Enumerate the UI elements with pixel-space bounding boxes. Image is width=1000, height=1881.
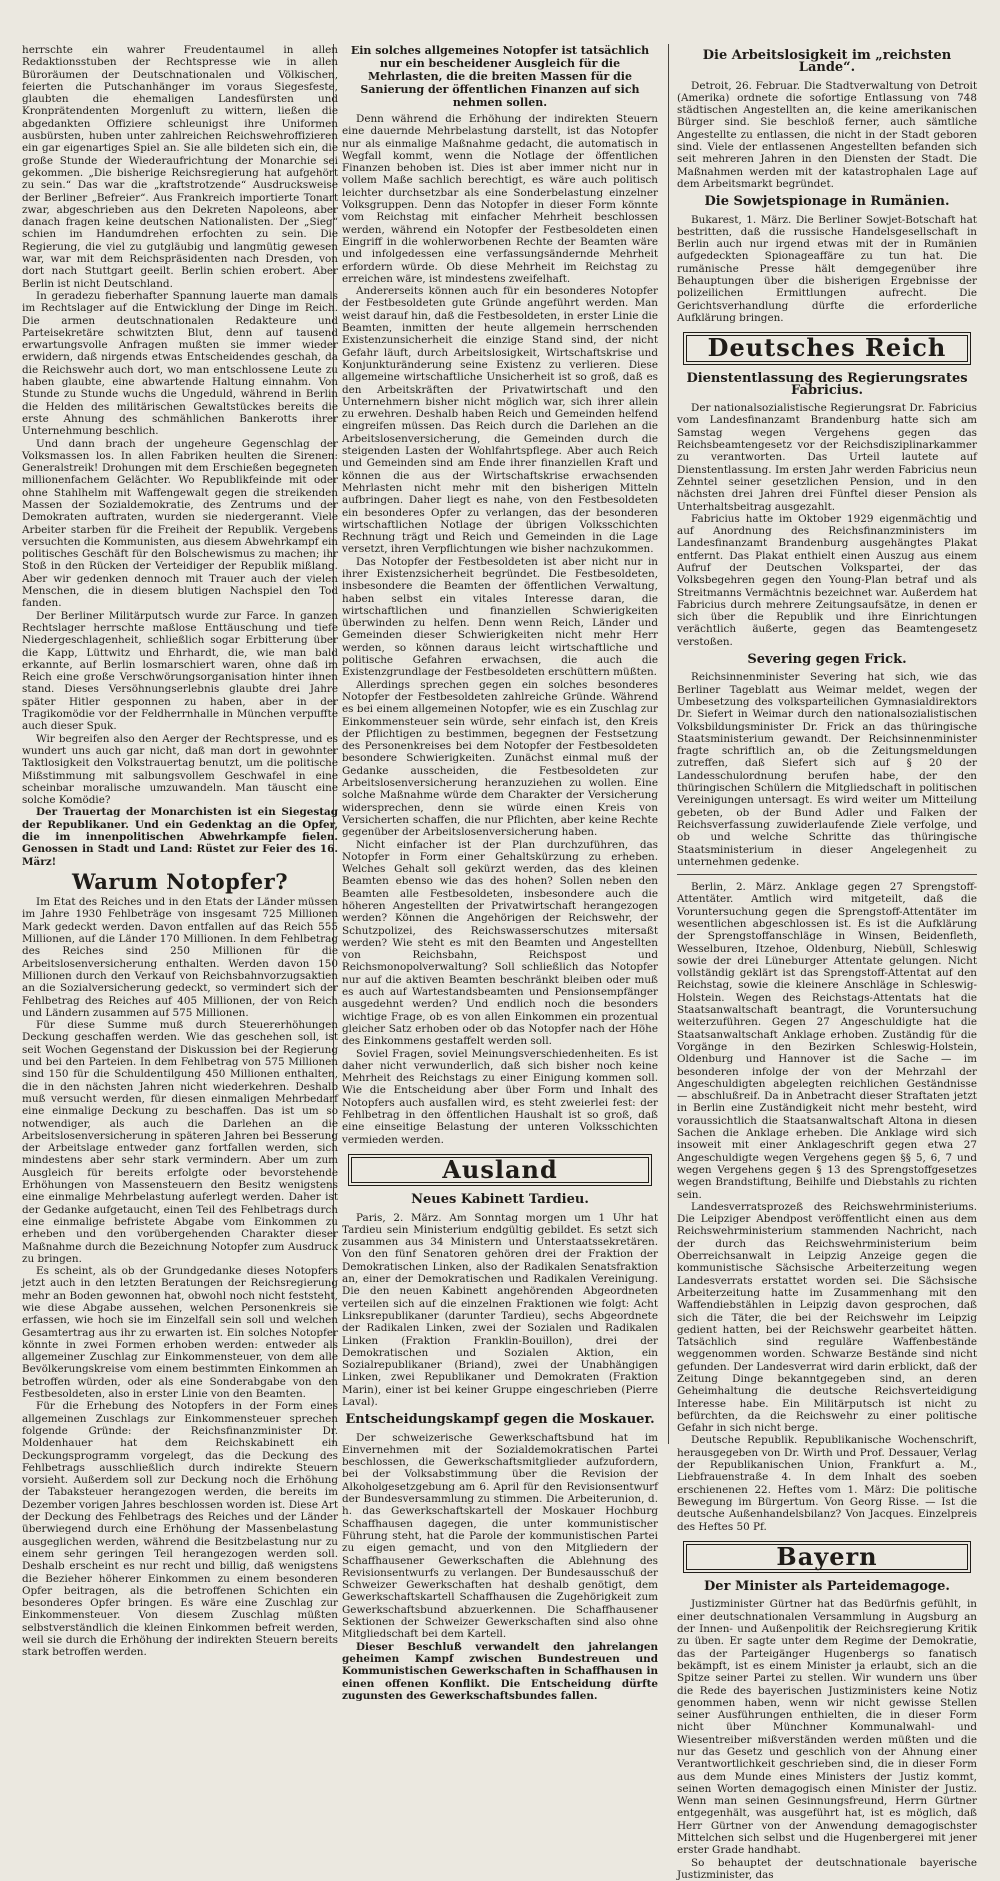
paragraph: Dieser Beschluß verwandelt den jahrelangen geheimen Kampf zwischen Bundestreuen und Kommunistischen Gewerkschaften in Schaffhausen in einen offenen Konflikt. Die Entscheidung dürfte zugunsten des Gewerkschaftsbundes fallen. xyxy=(342,1640,658,1702)
headline-severing: Severing gegen Frick. xyxy=(747,652,907,668)
column-left xyxy=(22,44,338,1659)
paragraph: Landesverratsprozeß des Reichswehrministeriums. Die Leipziger Abendpost veröffentlicht einen aus dem Reichswehrministerium stammenden Nachricht, nach der durch das Reichswehrministerium beim Oberreichsanwalt in Leipzig Anzeige gegen die kommunistische Sächsische Arbeiterzeitung wegen Landesverrats erstattet worden sei. Die Sächsische Arbeiterzeitung hatte im Zusammenhang mit den Waffendiebstählen in Leipzig davon gesprochen, daß sich die Täter, die bei der Reichswehr im Leipzig gedient hatten, bei der Reichswehr gearbeitet hätten. Tatsächlich sind reguläre Waffenbestände weggenommen worden. Schwarze Bestände sind nicht gefunden. Der Landesverrat wird darin erblickt, daß der Zeitung Dinge bekanntgegeben sind, an deren Geheimhaltung die deutsche Reichsverteidigung Interesse habe. Ein Militärputsch ist nicht zu befürchten, da die Reichswehr zu einer politische Gefahr in sich nicht berge. xyxy=(677,1200,977,1435)
paragraph: herrschte ein wahrer Freudentaumel in allen Redaktionsstuben der Rechtspresse wie in allen Büroräumen der Deutschnationalen und Völkischen, feierten die Putschanhänger im voraus Siegesfeste, glaubten die ehemaligen Landesfürsten und Kronprätendenten Morgenluft zu wittern, ließen die abgedankten Offiziere schleunigst ihre Uniformen ausbürsten, huben unter zahlreichen Reichswehroffizieren ein gar eigenartiges Spiel an. Sie alle bildeten sich ein, die große Stunde der Wiederaufrichtung der Monarchie sei gekommen. „Die bisherige Reichsregierung hat aufgehört zu sein.“ Das war die „kraftstrotzende“ Ausdrucksweise der Berliner „Befreier“. Aus Frankreich importierte Tonart zwar, abgeschrieben aus den Dekreten Napoleons, aber danach fragen keine deutschen Nationalisten. Der „Sieg“ schien im Handumdrehen erfochten zu sein. Die Regierung, die viel zu gutgläubig und langmütig gewesen war, war mit dem Reichspräsidenten nach Dresden, von dort nach Stuttgart geeilt. Berlin schien erobert. Aber Berlin ist nicht Deutschland. xyxy=(22,44,338,290)
paragraph: Justizminister Gürtner hat das Bedürfnis gefühlt, in einer deutschnationalen Versammlung in Augsburg an der Innen- und Außenpolitik der Reichsregierung Kritik zu üben. Er sagte unter dem Regime der Demokratie, das der Parteigänger Hugenbergs so fanatisch bekämpft, ist es einem Minister ja erlaubt, sich an die Spitze seiner Partei zu stellen. Wir wundern uns über die Rede des bayerischen Justizministers keine Notiz genommen haben, wenn wir nicht gewisse Stellen seiner Ausführungen enthielten, die in dieser Form nicht über Münchner Kommunalwahl- und Wiesentreiber mißverständen werden müßten und die nur das Gesetz und geschlich von der Ahnung einer Verantwortlichkeit geschrieben sind, die in dieser Form aus dem Munde eines Ministers der Justiz kommt, seinen Worten demagogisch einen Minister der Justiz. Wenn man seinen Gesinnungsfreund, Herrn Gürtner entgegenhält, was ausgeführt hat, ist es möglich, daß Herr Gürtner von der Anwendung demagogischster Mittelchen sich selbst und die Hugenbergerei mit jener erster Grade handhabt. xyxy=(677,1598,977,1857)
paragraph: Und dann brach der ungeheure Gegenschlag der Volksmassen los. In allen Fabriken heulten die Sirenen: Generalstreik! Drohungen mit dem Erschießen begegneten millionenfachem Gelächter. Wo Republikfeinde mit oder ohne Stahlhelm mit Waffengewalt gegen die streikenden Massen der Sozialdemokratie, des Zentrums und der Demokraten auftraten, wurden sie niedergerannt. Viele Arbeiter starben für die Freiheit der Republik. Vergebens versuchten die Kommunisten, aus diesem Abwehrkampf ein politisches Geschäft für den Bolschewismus zu machen; ihr Stoß in den Rücken der Verteidiger der Republik mißlang. Aber wir gedenken dennoch mit Trauer auch der vielen Menschen, die in diesem blutigen Nachspiel den Tod fanden. xyxy=(22,437,338,610)
headline-moskauer: Entscheidungskampf gegen die Moskauer. xyxy=(345,1412,655,1428)
paragraph: Soviel Fragen, soviel Meinungsverschiedenheiten. Es ist daher nicht verwunderlich, daß sich bisher noch keine Mehrheit des Reichstags zu einer Einigung kommen soll. Wie die Entscheidung aber über Form und Inhalt des Notopfers auch ausfallen wird, es steht zweierlei fest: der Fehlbetrag in den öffentlichen Haushalt ist so groß, daß eine einseitige Belastung der unteren Volksschichten vermieden werden. xyxy=(342,1047,658,1146)
column-middle xyxy=(342,44,658,1702)
paragraph: Berlin, 2. März. Anklage gegen 27 Sprengstoff-Attentäter. Amtlich wird mitgeteilt, daß die Voruntersuchung gegen die Sprengstoff-Attentäter im wesentlichen abgeschlossen ist. Es ist die Aufklärung der Sprengstoffanschläge in Winsen, Beidenfleth, Wesselburen, Itzehoe, Oldenburg, Niebüll, Schleswig sowie der drei Lüneburger Attentate gelungen. Nicht vollständig geklärt ist das Sprengstoff-Attentat auf den Reichstag, sowie die kleinere Anschläge in Schleswig-Holstein. Wegen des Reichstags-Attentats hat die Staatsanwaltschaft beantragt, die Voruntersuchung weiterzuführen. Gegen 27 Angeschuldigte hat die Staatsanwaltschaft Anklage erhoben. Zuständig für die Vorgänge in den Bezirken Schleswig-Holstein, Oldenburg und Hannover ist die Sache — im besonderen infolge der von der Mehrzahl der Angeschuldigten abgelegten reichlichen Geständnisse — abschlußreif. Da in Anbetracht dieser Straftaten jetzt in Berlin eine Zuständigkeit nicht mehr besteht, wird voraussichtlich die Staatsanwaltschaft Altona in diesen Sachen die Anklage erheben. Die Anklage wird sich insoweit mit einer Anklageschrift gegen etwa 27 Angeschuldigte wegen Vergehens gegen §§ 5, 6, 7 und wegen Vergehens gegen § 13 des Sprengstoffgesetzes wegen Brandstiftung, Beihilfe und Diebstahls zu richten sein. xyxy=(677,881,977,1201)
headline-arbeitslosigkeit: Die Arbeitslosigkeit im „reichsten Lande“. xyxy=(702,48,952,76)
paragraph: Nicht einfacher ist der Plan durchzuführen, das Notopfer in Form einer Gehaltskürzung zu erheben. Welches Gehalt soll gekürzt werden, das des kleinen Beamten ebenso wie das des hohen? Sollen neben den Beamten alle Festbesoldeten, insbesondere auch die höheren Angestellten der Privatwirtschaft herangezogen werden? Können die Angehörigen der Reichswehr, der Schutzpolizei, des Reichswasserschutzes mitersaßt werden? Wie steht es mit den Beamten und Angestellten von Reichsbahn, Reichspost und Reichsmonopolverwaltung? Soll schließlich das Notopfer nur auf die aktiven Beamten beschränkt bleiben oder muß es auch auf Wartestandsbeamten und Pensionsempfänger ausgedehnt werden? Und endlich noch die besonders wichtige Frage, ob es von allen Einkommen ein prozentual gleicher Satz erhoben oder ob das Notopfer nach der Höhe des Einkommens gestaffelt werden soll. xyxy=(342,838,658,1048)
headline-fabricius: Dienstentlassung des Regierungsrates Fabricius. xyxy=(686,370,968,398)
paragraph: Das Notopfer der Festbesoldeten ist aber nicht nur in ihrer Existenzsicherheit begründet. Die Festbesoldeten, insbesondere die Beamten der öffentlichen Verwaltung, haben selbst ein vitales Interesse daran, die wirtschaftlichen und finanziellen Schwierigkeiten überwinden zu helfen. Denn wenn Reich, Länder und Gemeinden dieser Schwierigkeiten nicht mehr Herr werden, so können daraus leicht wirtschaftliche und politische Gefahren erwachsen, die auch die Existenzgrundlage der Festbesoldeten erschüttern müßten. xyxy=(342,555,658,679)
paragraph: Der Trauertag der Monarchisten ist ein Siegestag der Republikaner. Und ein Gedenktag an die Opfer, die im innenpolitischen Abwehrkampfe fielen. Genossen in Stadt und Land: Rüstet zur Feier des 16. März! xyxy=(22,806,338,868)
headline-notopfer: Warum Notopfer? xyxy=(71,868,289,894)
paragraph: Der schweizerische Gewerkschaftsbund hat im Einvernehmen mit der Sozialdemokratischen Partei beschlossen, die Gewerkschaftsmitglieder aufzufordern, bei der Volksabstimmung über die Revision der Alkoholgesetzgebung am 6. April für den Revisionsentwurf der Bundesversammlung zu stimmen. Die Arbeiterunion, d. h. das Gewerkschaftskartell der Moskauer Hochburg Schaffhausen dagegen, die unter kommunistischer Führung steht, hat die Parole der kommunistischen Partei zu eigen gemacht, und von den Mitgliedern der Schaffhausener Gewerkschaften die Ablehnung des Revisionsentwurfs zu verlangen. Der Bundesausschuß der Schweizer Gewerkschaften hat deshalb genötigt, dem Gewerkschaftskartell Schaffhausen die Zugehörigkeit zum Gewerkschaftsbund abzuerkennen. Die Schaffhausener Sektionen der Schweizer Gewerkschaften sind also ohne Mitgliedschaft bei dem Kartell. xyxy=(342,1431,658,1641)
paragraph: Reichsinnenminister Severing hat sich, wie das Berliner Tageblatt aus Weimar meldet, wegen der Umbesetzung des volksparteilichen Gymnasialdirektors Dr. Siefert in Weimar durch den nationalsozialistischen Volksbildungsminister Dr. Frick an das thüringische Staatsministerium gewandt. Der Reichsinnenminister fragte schriftlich an, ob die Zeitungsmeldungen zutreffen, daß Siefert sich auf § 20 der Landesschulordnung berufen habe, der den thüringischen Schülern die Mitgliedschaft in politischen Vereinigungen untersagt. Es wird weiter um Mitteilung gebeten, ob der Bund Adler und Falken der Reichsverfassung zuwiderlaufende Ziele verfolge, und ob und welche Schritte das thüringische Staatsministerium in dieser Angelegenheit zu unternehmen gedenke. xyxy=(677,671,977,868)
headline-minister: Der Minister als Parteidemagoge. xyxy=(704,1579,950,1595)
paragraph: Im Etat des Reiches und in den Etats der Länder müssen im Jahre 1930 Fehlbeträge von insgesamt 725 Millionen Mark gedeckt werden. Davon entfallen auf das Reich 555 Millionen, auf die Länder 170 Millionen. In dem Fehlbetrag des Reiches sind 250 Millionen für die Arbeitslosenversicherung enthalten. Werden davon 150 Millionen durch den Verkauf von Reichsbahnvorzugsaktien an die Sozialversicherung gedeckt, so vermindert sich der Fehlbetrag des Reiches auf 405 Millionen, der von Reich und Ländern zusammen auf 575 Millionen. xyxy=(22,896,338,1019)
paragraph: Für diese Summe muß durch Steuererhöhungen Deckung geschaffen werden. Wie das geschehen soll, ist seit Wochen Gegenstand der Diskussion bei der Regierung und bei den Parteien. In dem Fehlbetrag von 575 Millionen sind 150 für die Schuldentilgung 450 Millionen enthalten, die in den nächsten Jahren nicht wiederkehren. Deshalb muß versucht werden, für diesen einmaligen Mehrbedarf eine einmalige Deckung zu beschaffen. Das ist um so notwendiger, als auch die Darlehen an die Arbeitslosenversicherung in späteren Jahren bei Besserung der Arbeitslage entweder ganz fortfallen werden, sich mindestens aber sehr stark vermindern. Aber um zum Ausgleich für bereits erfolgte oder bevorstehende Erhöhungen von Massensteuern den Besitz wenigstens eine einmalige Mehrbelastung auferlegt werden. Daher ist der Gedanke aufgetaucht, einen Teil des Fehlbetrags durch eine einmalige befristete Abgabe vom Einkommen zu erheben und den vorübergehenden Charakter dieser Maßnahme durch die Bezeichnung Notopfer zum Ausdruck zu bringen. xyxy=(22,1019,338,1265)
section-box-reich: Deutsches Reich xyxy=(683,332,971,364)
section-box-bayern: Bayern xyxy=(683,1541,971,1573)
paragraph: Detroit, 26. Februar. Die Stadtverwaltung von Detroit (Amerika) ordnete die sofortige Entlassung von 748 städtischen Angestellten an, die keine amerikanischen Bürger sind. Sie beschloß ferner, auch sämtliche Angestellte zu entlassen, die nicht in der Stadt geboren sind. Viele der entlassenen Angestellten befanden sich seit mehreren Jahren in den Diensten der Stadt. Die Maßnahmen werden mit der katastrophalen Lage auf dem Arbeitsmarkt begründet. xyxy=(677,79,977,190)
paragraph: Der nationalsozialistische Regierungsrat Dr. Fabricius vom Landesfinanzamt Brandenburg hatte sich am Samstag wegen Vergehens gegen das Reichsbeamtengesetz vor der Reichsdisziplinarkammer zu verantworten. Das Urteil lautete auf Dienstentlassung. Im ersten Jahr werden Fabricius neun Zehntel seiner gesetzlichen Pension, und in den nächsten drei Jahren drei Fünftel dieser Pension als Unterhaltsbeitrag ausgezahlt. xyxy=(677,402,977,513)
paragraph: In geradezu fieberhafter Spannung lauerte man damals im Rechtslager auf die Entwicklung der Dinge im Reich. Die armen deutschnationalen Redakteure und Parteisekretäre schwitzten Blut, denn auf tausend erwartungsvolle Anfragen mußten sie immer wieder erwidern, daß nirgends etwas Entscheidendes geschah, da die Reichswehr auch dort, wo man entschlossene Leute zu haben glaubte, eine abwartende Haltung einnahm. Von Stunde zu Stunde wuchs die Ungeduld, während in Berlin die Helden des militärischen Gewaltstückes bereits die erste Ahnung des schmählichen Bankerotts ihrer Unternehmung beschlich. xyxy=(22,289,338,438)
paragraph: Bukarest, 1. März. Die Berliner Sowjet-Botschaft hat bestritten, daß die russische Handelsgesellschaft in Berlin auch nur irgend etwas mit der in Rumänien aufgedeckten Spionageaffäre zu tun hat. Die rumänische Presse hält demgegenüber ihre Behauptungen über die bisherigen Ergebnisse der polizeilichen Ermittlungen aufrecht. Die Gerichtsverhandlung dürfte die erforderliche Aufklärung bringen. xyxy=(677,213,977,324)
paragraph: Wir begreifen also den Aerger der Rechtspresse, und es wundert uns auch gar nicht, daß man dort in gewohnter Taktlosigkeit den Volkstrauertag benutzt, um die politische Mißstimmung mit salbungsvollem Geschwafel in eine scheinbar moralische umzuwandeln. Man täuscht eine solche Komödie? xyxy=(22,732,338,807)
section-box-ausland: Ausland xyxy=(348,1154,652,1186)
paragraph: Für die Erhebung des Notopfers in der Form eines allgemeinen Zuschlags zur Einkommensteuer sprechen folgende Gründe: der Reichsfinanzminister Dr. Moldenhauer hat dem Reichskabinett ein Deckungsprogramm vorgelegt, das die Deckung des Fehlbetrags ausschließlich durch indirekte Steuern vorsieht. Außerdem soll zur Deckung noch die Erhöhung der Tabaksteuer herangezogen werden, die bereits im Dezember vorigen Jahres beschlossen worden ist. Diese Art der Deckung des Fehlbetrags des Reiches und der Länder überwiegend durch eine Erhöhung der Massenbelastung ausgeglichen werden, während die Besitzbelastung nur zu einem sehr geringen Teil herangezogen werden soll. Deshalb erscheint es nur recht und billig, daß wenigstens die Bezieher höherer Einkommen zu einem besonderen Opfer beitragen, als die betroffenen Schichten ein besonderes Opfer bringen. Es wäre eine Zuschlag zur Einkommensteuer. Von diesem Zuschlag müßten selbstverständlich die kleinen Einkommen befreit werden, weil sie durch die Erhöhung der indirekten Steuern bereits stark betroffen werden. xyxy=(22,1400,338,1659)
paragraph: Andererseits können auch für ein besonderes Notopfer der Festbesoldeten gute Gründe angeführt werden. Man weist darauf hin, daß die Festbesoldeten, in erster Linie die Beamten, inmitten der heute allgemein herrschenden Existenzunsicherheit die einzige Stand sind, der nicht Gefahr läuft, durch Arbeitslosigkeit, Wirtschaftskrise und Konjunkturänderung seine Existenz zu verlieren. Diese allgemeine wirtschaftliche Unsicherheit ist so groß, daß es den Arbeitskräften der Privatwirtschaft und den Unternehmern bisher nicht möglich war, sich ihrer allein zu erwehren. Deshalb haben Reich und Gemeinden helfend eingreifen müssen. Das Reich durch die Darlehen an die Arbeitslosenversicherung, die Gemeinden durch die steigenden Lasten der Wohlfahrtspflege. Aber auch Reich und Gemeinden sind am Ende ihrer finanziellen Kraft und können die aus der Wirtschaftskrise erwachsenden Mehrlasten nicht mehr mit den bisherigen Mitteln aufbringen. Daher liegt es nahe, von den Festbesoldeten ein besonderes Opfer zu verlangen, das der besonderen wirtschaftlichen Notlage der übrigen Volksschichten Rechnung trägt und Reich und Gemeinden in die Lage versetzt, ihren Verpflichtungen wie bisher nachzukommen. xyxy=(342,285,658,556)
column-rule xyxy=(668,44,669,1444)
paragraph: Der Berliner Militärputsch wurde zur Farce. In ganzen Rechtslager herrschte maßlose Enttäuschung und tiefe Niedergeschlagenheit, schließlich sogar Erbitterung über die Kapp, Lüttwitz und Ehrhardt, die, wie man bald erkannte, auf Berlin losmarschiert waren, ohne daß im Reich eine große Verschwörungsorganisation hinter ihnen stand. Dieses Versöhnungserlebnis glaubte drei Jahre später Hitler gesponnen zu haben, aber in der Tragikomödie vor der Feldherrnhalle in München verpuffte auch dieser Spuk. xyxy=(22,609,338,733)
paragraph: Allerdings sprechen gegen ein solches besonderes Notopfer der Festbesoldeten zahlreiche Gründe. Während es bei einem allgemeinen Notopfer, wie es ein Zuschlag zur Einkommensteuer sein würde, sehr einfach ist, den Kreis der Pflichtigen zu bestimmen, begegnen der Festsetzung des Personenkreises bei dem Notopfer der Festbesoldeten besondere Schwierigkeiten. Zunächst einmal muß der Gedanke ausscheiden, die Festbesoldeten zur Arbeitslosenversicherung heranzuziehen zu wollen. Eine solche Maßnahme würde dem Charakter der Versicherung widersprechen, denn sie würde einen Kreis von Versicherten schaffen, die nur Pflichten, aber keine Rechte gegenüber der Arbeitslosenversicherung haben. xyxy=(342,678,658,839)
divider xyxy=(677,874,977,875)
headline-kabinett: Neues Kabinett Tardieu. xyxy=(411,1192,589,1208)
paragraph: Denn während die Erhöhung der indirekten Steuern eine dauernde Mehrbelastung darstellt, ist das Notopfer nur als einmalige Maßnahme gedacht, die automatisch in Wegfall kommt, wenn die Notlage der öffentlichen Finanzen behoben ist. Dies ist aber immer nicht nur in vollem Maße sachlich berechtigt, es wäre auch politisch leichter durchsetzbar als eine Sonderbelastung einzelner Volksgruppen. Denn das Notopfer in dieser Form könnte vom Reichstag mit einfacher Mehrheit beschlossen werden, während ein Notopfer der Festbesoldeten einen Eingriff in die wohlerworbenen Rechte der Beamten wäre und infolgedessen eine verfassungsändernde Mehrheit erfordern würde. Ob diese Mehrheit im Reichstag zu erreichen wäre, ist mindestens zweifelhaft. xyxy=(342,113,658,285)
lead-paragraph: Ein solches allgemeines Notopfer ist tatsächlich nur ein bescheidener Ausgleich für die Mehrlasten, die die breiten Massen für die Sanierung der öffentlichen Finanzen auf sich nehmen sollen. xyxy=(350,44,650,109)
paragraph: Paris, 2. März. Am Sonntag morgen um 1 Uhr hat Tardieu sein Ministerium endgültig gebildet. Es setzt sich zusammen aus 34 Ministern und Unterstaatssekretären. Von den fünf Senatoren gehören drei der Fraktion der Demokratischen Linken, also der Radikalen Senatsfraktion an, einer der Demokratischen und Radikalen Vereinigung. Die den neuen Kabinett angehörenden Abgeordneten verteilen sich auf die einzelnen Fraktionen wie folgt: Acht Linksrepublikaner (darunter Tardieu), sechs Abgeordnete der Radikalen Linken, zwei der Sozialen und Radikalen Linken (Fraktion Franklin-Bouillon), drei der Demokratischen und Sozialen Aktion, ein Sozialrepublikaner (Briand), zwei der Unabhängigen Linken, zwei Republikaner und Demokraten (Fraktion Marin), einer ist bei keiner Gruppe eingeschrieben (Pierre Laval). xyxy=(342,1211,658,1408)
paragraph: So behauptet der deutschnationale bayerische Justizminister, das xyxy=(677,1856,977,1881)
paragraph: Fabricius hatte im Oktober 1929 eigenmächtig und auf Anordnung des Reichsfinanzministers im Landesfinanzamt Brandenburg ausgehängtes Plakat entfernt. Das Plakat enthielt einen Auszug aus einem Aufruf der Deutschen Volkspartei, der das Volksbegehren gegen den Young-Plan betraf und als Streitmanns Vermächtnis bezeichnet war. Außerdem hat Fabricius durch mehrere Zeitungsaufsätze, in denen er sich über die Republik und ihre Einrichtungen verächtlich äußerte, gegen das Beamtengesetz verstoßen. xyxy=(677,512,977,648)
column-right xyxy=(677,44,977,1881)
paragraph: Es scheint, als ob der Grundgedanke dieses Notopfers jetzt auch in den letzten Beratungen der Reichsregierung mehr an Boden gewonnen hat, obwohl noch nicht feststeht, wie diese Abgabe aussehen, welchen Personenkreis sie erfassen, wie hoch sie im Einzelfall sein soll und welchen Gesamtertrag aus ihr zu erwarten ist. Ein solches Notopfer könnte in zwei Formen erhoben werden: entweder als allgemeiner Zuschlag zur Einkommensteuer, von dem alle Bevölkerungskreise vom einem bestimmten Einkommen an betroffen würden, oder als eine Sonderabgabe von den Festbesoldeten, also in erster Linie von den Beamten. xyxy=(22,1265,338,1401)
headline-sowjetspionage: Die Sowjetspionage in Rumänien. xyxy=(704,194,950,210)
paragraph: Deutsche Republik. Republikanische Wochenschrift, herausgegeben von Dr. Wirth und Prof. Dessauer, Verlag der Republikanischen Union, Frankfurt a. M., Liebfrauenstraße 4. In dem Inhalt des soeben erschienenen 22. Heftes vom 1. März: Die politische Bewegung im Bürgertum. Von Georg Risse. — Ist die deutsche Außenhandelsbilanz? Von Jacques. Einzelpreis des Heftes 50 Pf. xyxy=(677,1434,977,1533)
